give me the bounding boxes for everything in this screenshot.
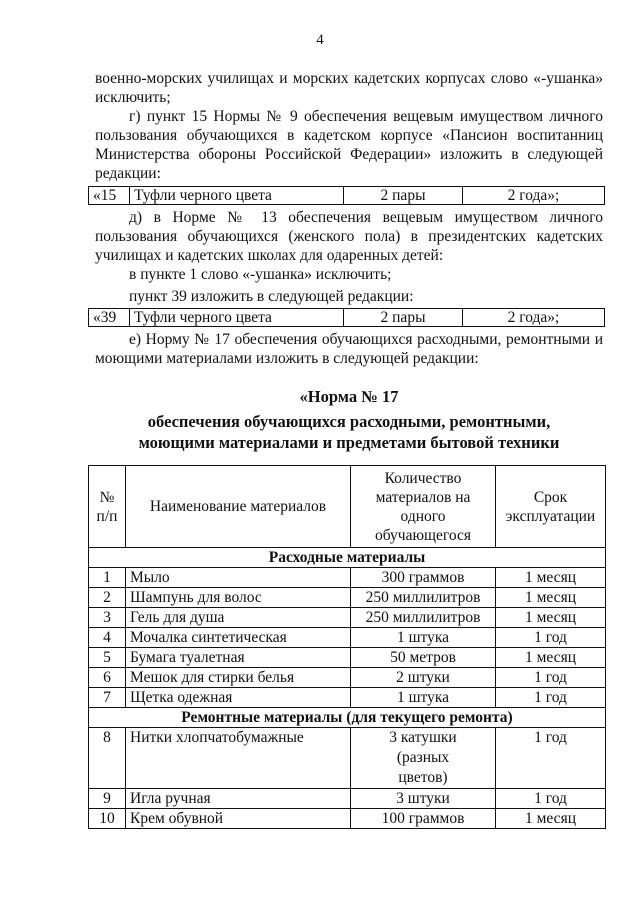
paragraph-g: г) пункт 15 Нормы № 9 обеспечения вещевым имуществом личного пользования обучающихся в кадетском корпусе «Пансион воспитанниц Министерства обороны Российской Федерации» изложить в следующей редакции:: [95, 108, 603, 182]
norm-title: [95, 386, 603, 453]
table-row: [89, 608, 606, 628]
paragraph-e: е) Норму № 17 обеспечения обучающихся расходными, ремонтными и моющими материалами изложить в следующей редакции:: [95, 331, 603, 367]
row-term: 1 месяц: [496, 608, 606, 628]
intro-line: военно-морских училищах и морских кадетских корпусах слово «-ушанка» исключить;: [95, 70, 603, 106]
row-qty: 1 штука: [351, 628, 496, 648]
row-name: Игла ручная: [126, 789, 351, 809]
section-row: [89, 708, 606, 728]
amendment-num: «39: [89, 309, 130, 327]
paragraph-d: д) в Норме № 13 обеспечения вещевым имуществом личного пользования обучающихся (женского пола) в президентских кадетских училищах и кадетских школах для одаренных детей:: [95, 209, 603, 264]
row-num: 4: [89, 628, 126, 648]
row-num: 1: [89, 568, 126, 588]
amendment-num: «15: [89, 187, 130, 205]
table-row: [89, 668, 606, 688]
row-name: Шампунь для волос: [126, 588, 351, 608]
row-term: 1 год: [496, 628, 606, 648]
row-qty: 3 штуки: [351, 789, 496, 809]
row-term: 1 год: [496, 688, 606, 708]
paragraph-d2: пункт 39 изложить в следующей редакции:: [129, 288, 414, 305]
row-qty: 250 миллилитров: [351, 608, 496, 628]
row-num: 3: [89, 608, 126, 628]
amendment-term: 2 года»;: [463, 187, 605, 205]
amendment-row: [89, 187, 605, 205]
row-name: Нитки хлопчатобумажные: [126, 728, 351, 789]
amendment-qty: 2 пары: [344, 187, 463, 205]
table-row: [89, 688, 606, 708]
amendment-item: Туфли черного цвета: [130, 309, 344, 327]
row-num: 9: [89, 789, 126, 809]
row-term: 1 год: [496, 789, 606, 809]
paragraph-d1: в пункте 1 слово «-ушанка» исключить;: [129, 266, 392, 283]
table-row: [89, 809, 606, 829]
header-name: Наименование материалов: [126, 466, 351, 548]
norm-table: [88, 465, 606, 829]
table-body: [89, 548, 606, 829]
row-qty: 250 миллилитров: [351, 588, 496, 608]
header-qty: Количество материалов на одного обучающегося: [351, 466, 496, 548]
amendment-row: [89, 309, 605, 327]
row-name: Щетка одежная: [126, 688, 351, 708]
table-row: [89, 568, 606, 588]
row-name: Крем обувной: [126, 809, 351, 829]
row-num: 7: [89, 688, 126, 708]
norm-title-line2: обеспечения обучающихся расходными, ремонтными,: [147, 412, 551, 431]
row-num: 8: [89, 728, 126, 789]
amendment-table-39: [88, 308, 605, 327]
table-row: [89, 588, 606, 608]
row-term: 1 месяц: [496, 809, 606, 829]
table-row: [89, 648, 606, 668]
row-qty: 3 катушки (разных цветов): [351, 728, 496, 789]
amendment-table-15: [88, 186, 605, 205]
row-name: Бумага туалетная: [126, 648, 351, 668]
header-row: [89, 466, 606, 548]
norm-title-line1: «Норма № 17: [299, 387, 399, 406]
row-qty: 1 штука: [351, 688, 496, 708]
section-row: [89, 548, 606, 568]
amendment-qty: 2 пары: [344, 309, 463, 327]
row-term: 1 год: [496, 728, 606, 789]
row-term: 1 год: [496, 668, 606, 688]
row-term: 1 месяц: [496, 568, 606, 588]
row-qty: 2 штуки: [351, 668, 496, 688]
page-number: 4: [316, 32, 324, 48]
intro-paragraph: [95, 69, 603, 107]
row-num: 5: [89, 648, 126, 668]
header-num: № п/п: [89, 466, 126, 548]
amendment-item: Туфли черного цвета: [130, 187, 344, 205]
row-num: 2: [89, 588, 126, 608]
row-name: Мочалка синтетическая: [126, 628, 351, 648]
table-row: [89, 728, 606, 789]
row-term: 1 месяц: [496, 588, 606, 608]
row-num: 6: [89, 668, 126, 688]
section-title: Расходные материалы: [89, 548, 606, 568]
amendment-term: 2 года»;: [463, 309, 605, 327]
row-qty: 50 метров: [351, 648, 496, 668]
row-num: 10: [89, 809, 126, 829]
row-name: Гель для душа: [126, 608, 351, 628]
row-name: Мыло: [126, 568, 351, 588]
row-term: 1 месяц: [496, 648, 606, 668]
section-title: Ремонтные материалы (для текущего ремонта): [89, 708, 606, 728]
row-qty: 100 граммов: [351, 809, 496, 829]
header-term: Срок эксплуатации: [496, 466, 606, 548]
table-row: [89, 789, 606, 809]
row-qty: 300 граммов: [351, 568, 496, 588]
table-row: [89, 628, 606, 648]
row-name: Мешок для стирки белья: [126, 668, 351, 688]
norm-title-line3: моющими материалами и предметами бытовой техники: [138, 433, 560, 452]
